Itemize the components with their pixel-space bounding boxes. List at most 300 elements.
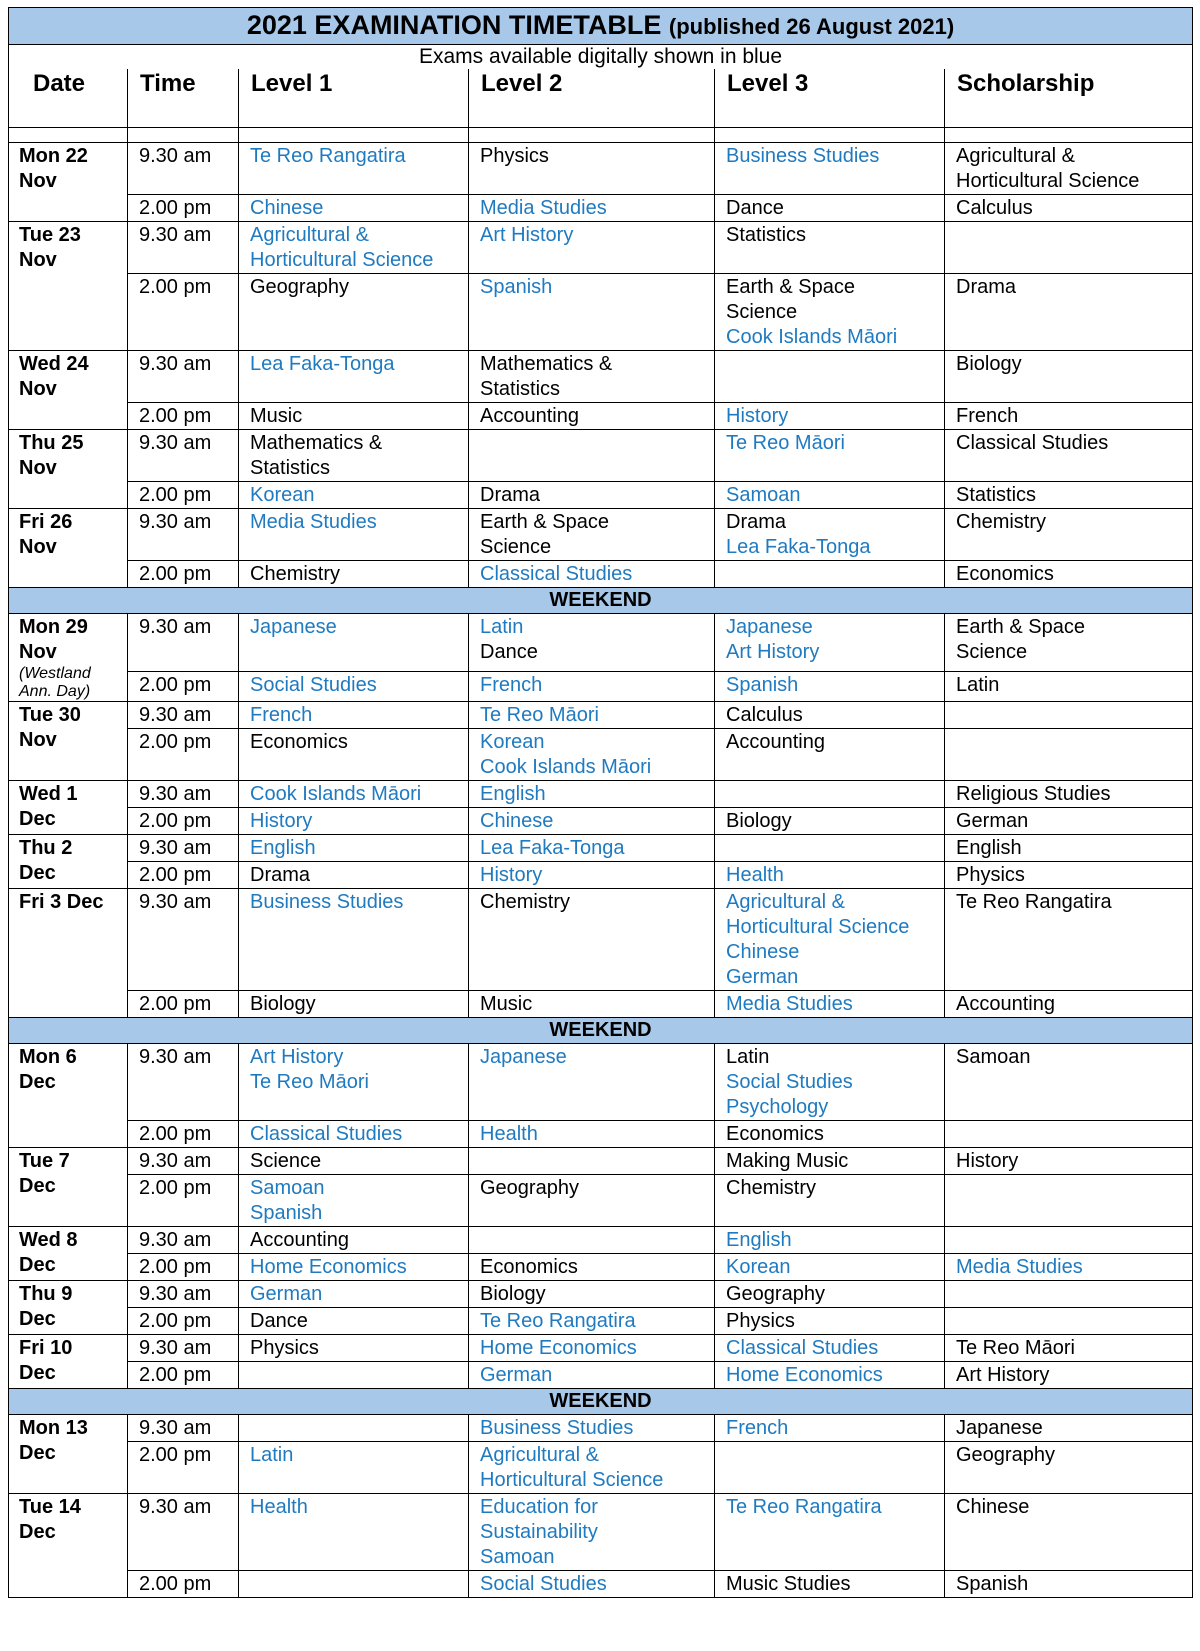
subject-cell-scholarship [945, 222, 1193, 274]
subject-cell-level-3 [715, 1148, 945, 1175]
subject-paper: Drama [956, 276, 1017, 298]
subject-digital: Media Studies [956, 1256, 1083, 1278]
timetable-page [8, 7, 1192, 1598]
subject-cell-level-1 [239, 1175, 469, 1227]
date-line: Dec [19, 1521, 56, 1543]
date-cell [9, 1148, 128, 1227]
subject-digital: Lea Faka-Tonga [726, 536, 871, 558]
subject-digital: Samoan [726, 484, 801, 506]
subject-digital: Japanese [480, 1046, 567, 1068]
column-header-time: Time [128, 69, 239, 128]
subject-digital: Korean [250, 484, 315, 506]
subject-cell-level-2 [469, 1254, 715, 1281]
subject-cell-level-1 [239, 1148, 469, 1175]
subject-cell-level-1 [239, 1308, 469, 1335]
exam-slot-row [9, 1121, 1193, 1148]
time-cell: 9.30 am [128, 1335, 239, 1362]
spacer-cell [469, 128, 715, 143]
subject-cell-scholarship [945, 1121, 1193, 1148]
subject-cell-level-1 [239, 702, 469, 729]
subject-paper: Biology [726, 810, 792, 832]
date-line: Mon 29 [19, 616, 88, 638]
subject-cell-scholarship [945, 482, 1193, 509]
subject-cell-level-2 [469, 614, 715, 672]
subject-paper: Drama [250, 864, 311, 886]
exam-slot-row [9, 274, 1193, 351]
subject-digital: Lea Faka-Tonga [480, 837, 625, 859]
subject-digital: Samoan [480, 1546, 555, 1568]
subject-digital: Chinese [726, 941, 800, 963]
subject-digital: Health [726, 864, 784, 886]
subject-cell-scholarship [945, 1335, 1193, 1362]
subject-cell-level-3 [715, 1227, 945, 1254]
subject-cell-level-3 [715, 781, 945, 808]
subject-cell-level-1 [239, 430, 469, 482]
subject-digital: Samoan [250, 1177, 325, 1199]
subject-cell-level-2 [469, 1121, 715, 1148]
spacer-cell [239, 128, 469, 143]
subject-digital: Te Reo Rangatira [480, 1310, 636, 1332]
date-line: Dec [19, 862, 56, 884]
exam-slot-row [9, 430, 1193, 482]
subject-cell-scholarship [945, 729, 1193, 781]
subject-cell-level-1 [239, 403, 469, 430]
timetable-body [9, 128, 1193, 1598]
subject-cell-level-3 [715, 561, 945, 588]
subject-digital: Media Studies [726, 993, 853, 1015]
subject-cell-level-1 [239, 889, 469, 991]
subject-paper: Geography [250, 276, 349, 298]
subject-paper: Religious Studies [956, 783, 1111, 805]
subject-digital: German [250, 1283, 323, 1305]
date-line: Thu 9 [19, 1283, 73, 1305]
exam-slot-row [9, 889, 1193, 991]
time-cell: 9.30 am [128, 835, 239, 862]
column-header-date: Date [9, 69, 128, 128]
time-cell: 9.30 am [128, 143, 239, 195]
exam-slot-row [9, 835, 1193, 862]
subject-paper: Chemistry [726, 1177, 817, 1199]
digital-note: Exams available digitally shown in blue [9, 45, 1193, 70]
subject-digital: French [726, 1417, 789, 1439]
weekend-row [9, 1018, 1193, 1044]
subject-cell-level-3 [715, 1254, 945, 1281]
date-line: Fri 26 [19, 511, 73, 533]
subject-cell-level-2 [469, 862, 715, 889]
exam-slot-row [9, 671, 1193, 701]
subject-cell-level-2 [469, 509, 715, 561]
subject-cell-level-2 [469, 430, 715, 482]
subject-cell-level-2 [469, 482, 715, 509]
exam-timetable [8, 7, 1193, 1598]
subject-digital: Social Studies [250, 673, 377, 696]
date-line: Nov [19, 170, 57, 192]
subject-paper: Chemistry [956, 511, 1047, 533]
subject-cell-level-2 [469, 561, 715, 588]
spacer-row [9, 128, 1193, 143]
column-header-scholarship: Scholarship [945, 69, 1193, 128]
subject-digital: Spanish [250, 1202, 323, 1224]
time-cell: 2.00 pm [128, 729, 239, 781]
subject-cell-level-3 [715, 702, 945, 729]
date-cell [9, 351, 128, 430]
date-cell [9, 1227, 128, 1281]
subject-digital: Classical Studies [250, 1123, 403, 1145]
date-line: Nov [19, 249, 57, 271]
subject-cell-level-2 [469, 1175, 715, 1227]
subject-cell-scholarship [945, 1148, 1193, 1175]
subject-digital: Art History [480, 224, 574, 246]
date-cell [9, 1335, 128, 1389]
time-cell: 9.30 am [128, 1044, 239, 1121]
subject-paper: Biology [250, 993, 316, 1015]
subject-cell-scholarship [945, 1494, 1193, 1571]
subject-paper: Earth & Space [480, 511, 609, 533]
date-cell [9, 1044, 128, 1148]
exam-slot-row [9, 781, 1193, 808]
subject-cell-level-3 [715, 222, 945, 274]
subject-digital: Korean [726, 1256, 791, 1278]
subject-paper: Biology [956, 353, 1022, 375]
date-line: Tue 14 [19, 1496, 81, 1518]
subject-paper: Physics [726, 1310, 795, 1332]
exam-slot-row [9, 1415, 1193, 1442]
exam-slot-row [9, 1335, 1193, 1362]
subject-cell-level-1 [239, 991, 469, 1018]
subject-cell-level-1 [239, 862, 469, 889]
exam-slot-row [9, 702, 1193, 729]
subject-digital: Spanish [480, 276, 553, 298]
date-line: Dec [19, 1308, 56, 1330]
subject-cell-level-1 [239, 274, 469, 351]
subject-paper: Music Studies [726, 1573, 851, 1595]
column-header-level-1: Level 1 [239, 69, 469, 128]
exam-slot-row [9, 1227, 1193, 1254]
time-cell: 9.30 am [128, 614, 239, 672]
date-line: Tue 23 [19, 224, 81, 246]
exam-slot-row [9, 222, 1193, 274]
exam-slot-row [9, 1442, 1193, 1494]
subject-digital: Horticultural Science [726, 916, 910, 938]
subject-cell-level-1 [239, 781, 469, 808]
subject-cell-level-3 [715, 671, 945, 701]
subject-cell-level-2 [469, 274, 715, 351]
subject-cell-level-3 [715, 808, 945, 835]
exam-slot-row [9, 1175, 1193, 1227]
subject-digital: Te Reo Rangatira [726, 1496, 882, 1518]
subject-cell-scholarship [945, 1415, 1193, 1442]
exam-slot-row [9, 1281, 1193, 1308]
date-line: Mon 6 [19, 1046, 77, 1068]
subject-paper: Physics [480, 145, 549, 167]
time-cell: 2.00 pm [128, 1571, 239, 1598]
subject-paper: Japanese [956, 1417, 1043, 1439]
exam-slot-row [9, 614, 1193, 672]
subject-cell-level-1 [239, 561, 469, 588]
subject-digital: Cook Islands Māori [726, 326, 898, 348]
subject-paper: Economics [250, 731, 348, 753]
time-cell: 9.30 am [128, 1227, 239, 1254]
subject-cell-level-1 [239, 1335, 469, 1362]
subject-cell-scholarship [945, 1308, 1193, 1335]
subject-cell-scholarship [945, 1281, 1193, 1308]
subject-cell-level-2 [469, 1335, 715, 1362]
subject-digital: German [726, 966, 799, 988]
subject-cell-level-1 [239, 729, 469, 781]
subject-cell-level-1 [239, 195, 469, 222]
weekend-label: WEEKEND [9, 1018, 1193, 1044]
subject-digital: Home Economics [250, 1256, 407, 1278]
date-cell [9, 1281, 128, 1335]
subject-cell-level-3 [715, 729, 945, 781]
date-cell [9, 614, 128, 702]
subject-cell-scholarship [945, 614, 1193, 672]
subject-cell-level-2 [469, 1415, 715, 1442]
subject-paper: Making Music [726, 1150, 849, 1172]
subject-cell-level-3 [715, 482, 945, 509]
subject-digital: Sustainability [480, 1521, 598, 1543]
time-cell: 2.00 pm [128, 862, 239, 889]
subject-paper: Science [726, 301, 798, 323]
time-cell: 9.30 am [128, 351, 239, 403]
spacer-cell [9, 128, 128, 143]
subject-cell-level-1 [239, 1362, 469, 1389]
subject-cell-level-2 [469, 835, 715, 862]
subject-digital: French [250, 704, 313, 726]
date-cell [9, 1494, 128, 1598]
subject-paper: Earth & Space [956, 616, 1085, 638]
date-line: Thu 2 [19, 837, 73, 859]
time-cell: 2.00 pm [128, 808, 239, 835]
subject-cell-level-2 [469, 729, 715, 781]
subject-digital: Media Studies [480, 197, 607, 219]
subject-paper: Spanish [956, 1573, 1029, 1595]
date-line: Dec [19, 1362, 56, 1384]
subject-cell-level-2 [469, 351, 715, 403]
subject-paper: Te Reo Rangatira [956, 891, 1112, 913]
exam-slot-row [9, 1362, 1193, 1389]
subject-paper: Calculus [726, 704, 803, 726]
subject-cell-level-1 [239, 614, 469, 672]
exam-slot-row [9, 1044, 1193, 1121]
column-header-level-2: Level 2 [469, 69, 715, 128]
date-line: Dec [19, 1254, 56, 1276]
subject-digital: History [726, 405, 789, 427]
title-text: 2021 EXAMINATION TIMETABLE [246, 10, 662, 40]
subject-paper: Biology [480, 1283, 546, 1305]
date-line: Dec [19, 1175, 56, 1197]
date-cell [9, 222, 128, 351]
subject-cell-level-3 [715, 1175, 945, 1227]
date-line: Wed 8 [19, 1229, 78, 1251]
subject-paper: Horticultural Science [956, 170, 1140, 192]
subject-cell-level-3 [715, 143, 945, 195]
time-cell: 2.00 pm [128, 991, 239, 1018]
subject-cell-level-1 [239, 1044, 469, 1121]
weekend-label: WEEKEND [9, 588, 1193, 614]
subject-digital: Health [250, 1496, 308, 1518]
subject-paper: Geography [726, 1283, 825, 1305]
subject-cell-level-1 [239, 1571, 469, 1598]
subject-digital: Cook Islands Māori [480, 756, 652, 778]
subject-cell-level-3 [715, 1415, 945, 1442]
subject-paper: Science [956, 641, 1028, 663]
subject-cell-level-3 [715, 991, 945, 1018]
subject-paper: Agricultural & [956, 145, 1075, 167]
subject-cell-level-2 [469, 195, 715, 222]
time-cell: 2.00 pm [128, 1442, 239, 1494]
subject-paper: Statistics [480, 378, 561, 400]
subject-cell-scholarship [945, 195, 1193, 222]
exam-slot-row [9, 482, 1193, 509]
subject-paper: Latin [956, 673, 1000, 696]
exam-slot-row [9, 991, 1193, 1018]
subject-cell-scholarship [945, 351, 1193, 403]
subject-paper: Dance [250, 1310, 308, 1332]
subject-paper: Chinese [956, 1496, 1030, 1518]
time-cell: 9.30 am [128, 702, 239, 729]
subject-cell-scholarship [945, 835, 1193, 862]
subject-paper: Statistics [250, 457, 331, 479]
subject-cell-scholarship [945, 1442, 1193, 1494]
subject-cell-level-3 [715, 1281, 945, 1308]
subject-paper: German [956, 810, 1029, 832]
subject-digital: Psychology [726, 1096, 829, 1118]
subject-cell-level-3 [715, 1308, 945, 1335]
subject-cell-level-2 [469, 1362, 715, 1389]
subject-cell-scholarship [945, 862, 1193, 889]
subject-digital: Art History [250, 1046, 344, 1068]
subject-digital: English [726, 1229, 792, 1251]
subject-cell-level-2 [469, 781, 715, 808]
subject-digital: Home Economics [726, 1364, 883, 1386]
subject-cell-scholarship [945, 808, 1193, 835]
subject-paper: Physics [250, 1337, 319, 1359]
exam-slot-row [9, 862, 1193, 889]
subject-digital: Business Studies [726, 145, 880, 167]
subject-digital: Business Studies [480, 1417, 634, 1439]
date-line: Nov [19, 378, 57, 400]
subject-paper: Statistics [956, 484, 1037, 506]
subject-paper: Earth & Space [726, 276, 855, 298]
date-line: Wed 24 [19, 353, 89, 375]
subject-cell-level-1 [239, 351, 469, 403]
subject-paper: Latin [726, 1046, 770, 1068]
subject-cell-level-1 [239, 1494, 469, 1571]
subject-cell-level-3 [715, 835, 945, 862]
time-cell: 2.00 pm [128, 1121, 239, 1148]
subject-cell-level-2 [469, 403, 715, 430]
subject-digital: German [480, 1364, 553, 1386]
subject-cell-scholarship [945, 1362, 1193, 1389]
date-cell [9, 1415, 128, 1494]
subject-cell-level-3 [715, 195, 945, 222]
subject-cell-level-3 [715, 614, 945, 672]
date-cell [9, 143, 128, 222]
subject-cell-level-2 [469, 1571, 715, 1598]
subject-paper: Drama [726, 511, 787, 533]
exam-slot-row [9, 561, 1193, 588]
subject-paper: Calculus [956, 197, 1033, 219]
subject-paper: Mathematics & [250, 432, 383, 454]
subject-digital: Te Reo Rangatira [250, 145, 406, 167]
subject-cell-level-3 [715, 403, 945, 430]
time-cell: 2.00 pm [128, 1254, 239, 1281]
subject-paper: Statistics [726, 224, 807, 246]
subject-digital: Chinese [480, 810, 554, 832]
date-note: (Westland [19, 665, 91, 682]
subject-cell-level-2 [469, 1044, 715, 1121]
subject-digital: Classical Studies [726, 1337, 879, 1359]
subject-digital: Business Studies [250, 891, 404, 913]
subject-paper: Geography [480, 1177, 579, 1199]
subject-paper: Te Reo Māori [956, 1337, 1075, 1359]
time-cell: 2.00 pm [128, 403, 239, 430]
subject-paper: Drama [480, 484, 541, 506]
time-cell: 2.00 pm [128, 274, 239, 351]
time-cell: 9.30 am [128, 430, 239, 482]
date-line: Thu 25 [19, 432, 84, 454]
subject-digital: Art History [726, 641, 820, 663]
subject-cell-scholarship [945, 889, 1193, 991]
subject-cell-level-3 [715, 1121, 945, 1148]
subject-paper: Geography [956, 1444, 1055, 1466]
date-note: Ann. Day) [19, 683, 91, 700]
subject-digital: Media Studies [250, 511, 377, 533]
subject-cell-level-2 [469, 991, 715, 1018]
exam-slot-row [9, 143, 1193, 195]
subject-cell-level-1 [239, 1121, 469, 1148]
column-header-level-3: Level 3 [715, 69, 945, 128]
time-cell: 9.30 am [128, 1148, 239, 1175]
subject-cell-level-2 [469, 222, 715, 274]
subject-digital: Lea Faka-Tonga [250, 353, 395, 375]
subject-digital: Social Studies [726, 1071, 853, 1093]
time-cell: 2.00 pm [128, 1175, 239, 1227]
subject-paper: Samoan [956, 1046, 1031, 1068]
exam-slot-row [9, 509, 1193, 561]
subject-cell-level-3 [715, 1362, 945, 1389]
subject-digital: Education for [480, 1496, 598, 1518]
exam-slot-row [9, 1254, 1193, 1281]
subject-cell-level-3 [715, 889, 945, 991]
time-cell: 9.30 am [128, 509, 239, 561]
date-line: Nov [19, 536, 57, 558]
subject-digital: English [480, 783, 546, 805]
subject-paper: English [956, 837, 1022, 859]
subject-digital: Te Reo Māori [726, 432, 845, 454]
subject-cell-level-3 [715, 1571, 945, 1598]
subject-paper: Economics [480, 1256, 578, 1278]
subject-paper: Dance [480, 641, 538, 663]
date-line: Mon 22 [19, 145, 88, 167]
subject-digital: Horticultural Science [480, 1469, 664, 1491]
subject-paper: Music [250, 405, 303, 427]
subject-cell-level-2 [469, 671, 715, 701]
subject-cell-scholarship [945, 1254, 1193, 1281]
subject-paper: History [956, 1150, 1019, 1172]
subject-paper: Dance [726, 197, 784, 219]
time-cell: 9.30 am [128, 222, 239, 274]
time-cell: 2.00 pm [128, 482, 239, 509]
date-line: Nov [19, 641, 57, 663]
subject-paper: Art History [956, 1364, 1050, 1386]
column-header-row [9, 69, 1193, 128]
subject-cell-scholarship [945, 403, 1193, 430]
subject-digital: Horticultural Science [250, 249, 434, 271]
subject-digital: Latin [480, 616, 524, 638]
subject-paper: Science [480, 536, 552, 558]
